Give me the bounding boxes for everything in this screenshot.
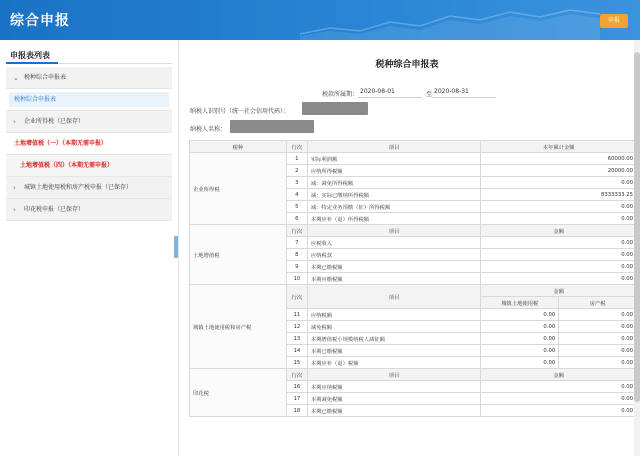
tax-type-cell: 企业所得税 [190,153,287,225]
row-number: 6 [286,213,307,225]
row-number: 16 [286,381,307,393]
row-item: 本期已缴税额 [307,405,481,417]
row-number: 18 [286,405,307,417]
row-value[interactable]: 60000.00 [481,153,637,165]
row-item: 实际利润额 [307,153,481,165]
sidebar-title: 申报表列表 [10,51,50,60]
tax-type-cell: 城镇土地使用税和房产税 [190,285,287,369]
header-cell: 金额 [481,369,637,381]
panel-divider [178,40,179,456]
sidebar-group-comprehensive[interactable] [6,67,172,89]
row-item: 本期应补（退）税额 [307,357,481,369]
row-number: 15 [286,357,307,369]
sidebar-item-label: 税种综合申报表 [9,92,169,107]
sidebar-item-label: 税种综合申报表 [24,74,67,81]
header-cell: 行次 [286,141,307,153]
sidebar-item-label: 土地增值税（一）（本期无需申报） [14,140,108,147]
row-value[interactable]: 0.00 [559,321,637,333]
sidebar-item-label: 印花税申报（已保存） [24,206,85,213]
row-number: 10 [286,273,307,285]
table-header-row [190,225,637,237]
chevron-down-icon: ⌄ [13,74,19,82]
sidebar-item-land-vat-4[interactable] [6,155,172,177]
row-number: 3 [286,177,307,189]
row-value[interactable]: 20000.00 [481,165,637,177]
row-number: 13 [286,333,307,345]
row-item: 本期应缴税额 [307,273,481,285]
row-value[interactable]: 0.00 [481,201,637,213]
sidebar-item-label: 土地增值税（四）（本期无需申报） [20,162,114,169]
app-header [0,0,640,40]
header-cell: 本年累计金额 [481,141,637,153]
row-value[interactable]: 0.00 [481,357,559,369]
submit-button[interactable]: 申报 [600,14,628,28]
sidebar-item-land-vat-1[interactable] [6,133,172,155]
row-value[interactable]: 0.00 [481,261,637,273]
row-value[interactable]: 0.00 [481,345,559,357]
table-header-row [190,285,637,297]
form-title: 税种综合申报表 [375,60,439,70]
row-number: 7 [286,237,307,249]
row-number: 4 [286,189,307,201]
row-number: 5 [286,201,307,213]
header-cell: 金额 [481,225,637,237]
row-value[interactable]: 0.00 [481,309,559,321]
great-wall-decoration [300,0,600,40]
row-value[interactable]: 0.00 [559,333,637,345]
row-item: 本期已缴税额 [307,345,481,357]
chevron-right-icon: › [13,118,16,126]
row-number: 12 [286,321,307,333]
row-value[interactable]: 0.00 [481,405,637,417]
chevron-right-icon: › [13,184,16,192]
sidebar-item-urban-land-property-tax[interactable] [6,177,172,199]
row-value[interactable]: 0.00 [481,381,637,393]
table-header-row [190,369,637,381]
row-item: 减：实际已缴纳所得税额 [307,189,481,201]
row-value[interactable]: 0.00 [481,249,637,261]
row-value[interactable]: 0.00 [559,309,637,321]
sidebar-item-corporate-income-tax[interactable] [6,111,172,133]
row-value[interactable]: 0.00 [481,213,637,225]
tax-type-cell: 土地增值税 [190,225,287,285]
row-number: 2 [286,165,307,177]
period-to-field[interactable]: 2020-08-31 [432,86,496,98]
row-item: 应纳税额 [307,309,481,321]
table-header-row [190,141,637,153]
row-item: 本期应补（退）所得税额 [307,213,481,225]
row-item: 减：特定业务预缴（征）所得税额 [307,201,481,213]
tax-type-cell: 印花税 [190,369,287,417]
app-title: 综合申报 [10,13,70,29]
row-item: 本期已缴税额 [307,261,481,273]
period-label: 税款所属期： [322,91,359,98]
row-item: 减：减免所得税额 [307,177,481,189]
row-number: 14 [286,345,307,357]
header-cell: 城镇土地使用税 [481,297,559,309]
row-item: 减免税额 [307,321,481,333]
row-item: 应税收入 [307,237,481,249]
header-cell: 项目 [307,285,481,309]
row-number: 8 [286,249,307,261]
header-cell: 项目 [307,141,481,153]
header-cell: 税种 [190,141,287,153]
row-item: 本期减免税额 [307,393,481,405]
row-value[interactable]: 0.00 [481,177,637,189]
chevron-right-icon: › [13,206,16,214]
header-cell: 金额 [481,285,637,297]
sidebar-item-label: 企业所得税（已保存） [24,118,85,125]
period-from-field[interactable]: 2020-08-01 [358,86,422,98]
taxpayer-name-label: 纳税人名称： [190,126,227,133]
row-number: 9 [286,261,307,273]
sidebar-item-stamp-tax[interactable] [6,199,172,221]
redacted-taxpayer-name [230,120,314,133]
row-value[interactable]: 0.00 [559,357,637,369]
scrollbar-thumb[interactable] [634,52,640,402]
header-cell: 房产税 [559,297,637,309]
row-value[interactable]: 0.00 [481,237,637,249]
redacted-taxpayer-id [302,102,368,115]
row-item: 本期应纳税额 [307,381,481,393]
header-cell: 行次 [286,285,307,309]
sidebar-item-comprehensive-form[interactable] [6,89,172,111]
sidebar [0,40,172,456]
row-value[interactable]: 0.00 [481,393,637,405]
sidebar-active-underline [6,62,58,64]
row-item: 本期增值税小规模纳税人减征额 [307,333,481,345]
header-cell: 项目 [307,225,481,237]
row-value[interactable]: 0.00 [481,333,559,345]
main-panel [182,40,640,456]
row-value[interactable]: 8333333.25 [481,189,637,201]
row-item: 应纳所得税额 [307,165,481,177]
tax-table [189,140,637,417]
table-row [190,153,637,165]
row-number: 11 [286,309,307,321]
header-cell: 行次 [286,369,307,381]
sidebar-list [6,67,172,221]
header-cell: 行次 [286,225,307,237]
row-number: 1 [286,153,307,165]
row-number: 17 [286,393,307,405]
row-item: 应纳税款 [307,249,481,261]
taxpayer-id-label: 纳税人识别号（统一社会信用代码）： [190,108,290,115]
row-value[interactable]: 0.00 [481,273,637,285]
sidebar-item-label: 城镇土地使用税和房产税申报（已保存） [24,184,133,191]
row-value[interactable]: 0.00 [481,321,559,333]
period-to-label: 至 [426,91,433,98]
row-value[interactable]: 0.00 [559,345,637,357]
header-cell: 项目 [307,369,481,381]
